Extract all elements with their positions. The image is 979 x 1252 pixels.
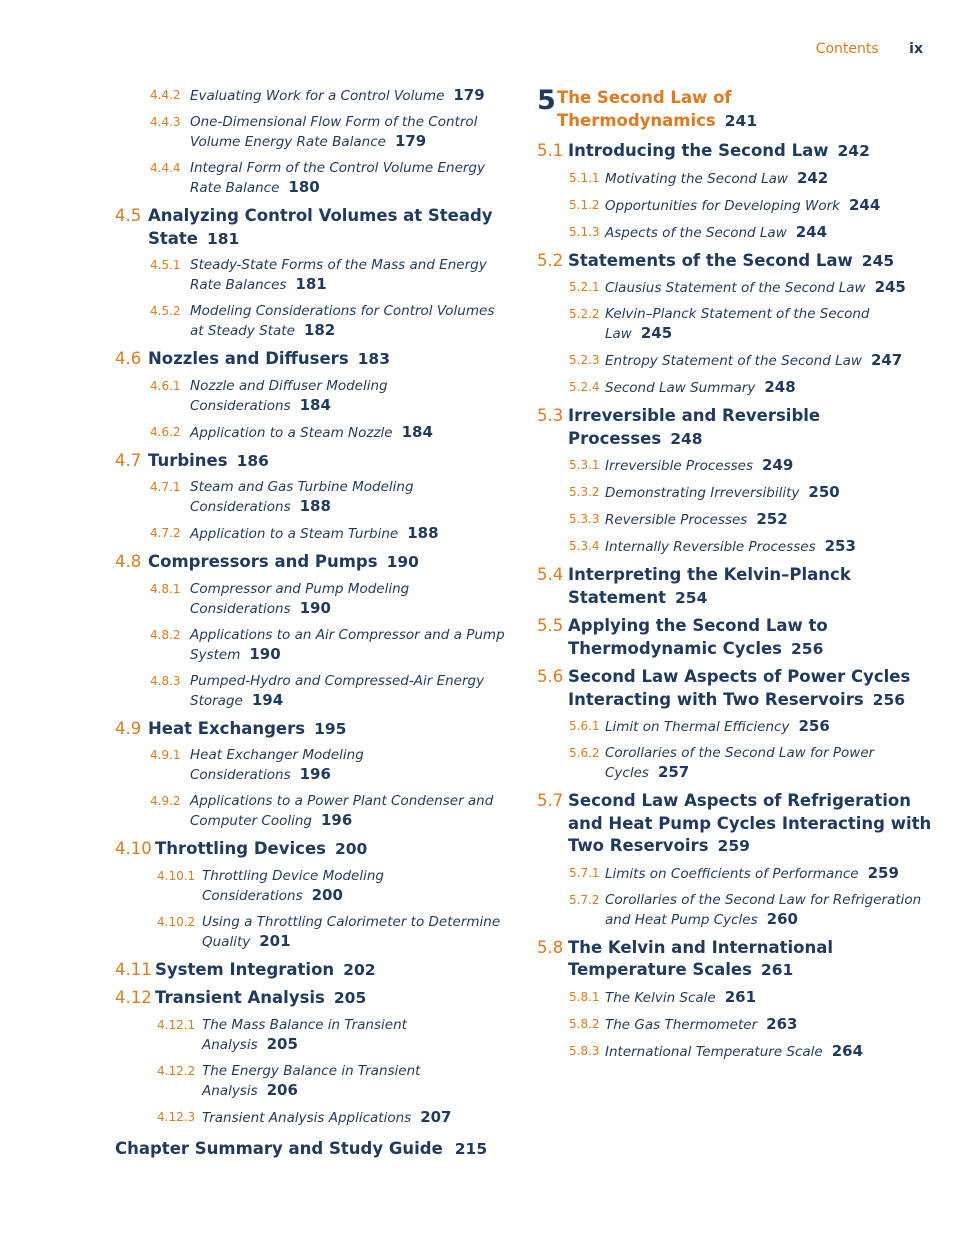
page-number: 200 — [311, 885, 343, 904]
page-number: 190 — [386, 553, 419, 571]
toc-subsection[interactable] — [537, 378, 932, 398]
running-header — [816, 41, 923, 57]
page-number: 196 — [299, 765, 331, 783]
subsection-number: 4.12.3 — [157, 1109, 196, 1124]
page-number: 249 — [762, 456, 794, 474]
page-number: 253 — [824, 537, 856, 555]
page-number: 180 — [288, 178, 320, 196]
page-number: 252 — [756, 510, 788, 528]
page-number: 181 — [206, 229, 240, 248]
subsection-title: Heat Exchanger Modeling Considerations — [190, 747, 364, 783]
section-number: 5.4 — [537, 565, 564, 584]
subsection-title: The Mass Balance in Transient Analysis — [202, 1016, 407, 1053]
subsection-title: The Gas Thermometer — [605, 1016, 758, 1033]
subsection-number: 5.1.3 — [569, 224, 600, 239]
toc-section[interactable] — [537, 666, 932, 711]
subsection-title: Applications to an Air Compressor and a Pump System — [190, 626, 505, 663]
page-number: 205 — [266, 1034, 298, 1053]
toc-section[interactable] — [537, 250, 932, 273]
toc-section[interactable] — [115, 551, 505, 574]
page-number: 182 — [303, 321, 336, 339]
page-number: 207 — [420, 1107, 452, 1126]
toc-subsection[interactable] — [115, 113, 505, 152]
subsection-number: 4.4.4 — [150, 161, 181, 175]
section-number: 4.12 — [115, 988, 152, 1007]
subsection-number: 4.6.1 — [150, 378, 181, 393]
subsection-title: Nozzle and Diffuser Modeling Considerations — [190, 377, 388, 414]
section-title: Statements of the Second Law — [568, 250, 853, 270]
chapter-page: 241 — [724, 112, 758, 130]
toc-section[interactable] — [537, 405, 932, 450]
subsection-title: Applications to a Power Plant Condenser and Computer Cooling — [190, 793, 494, 829]
page-number: 206 — [266, 1080, 298, 1099]
toc-subsection[interactable] — [115, 580, 505, 619]
subsection-number: 4.9.2 — [150, 794, 181, 808]
toc-subsection[interactable] — [115, 302, 505, 341]
toc-section[interactable] — [537, 615, 932, 660]
section-number: 5.8 — [537, 937, 564, 957]
subsection-title: Steam and Gas Turbine Modeling Considerations — [190, 479, 414, 515]
section-number: 5.7 — [537, 791, 564, 810]
chapter-title: The Second Law of Thermodynamics — [557, 88, 732, 130]
toc-subsection[interactable] — [537, 1042, 932, 1062]
page-number: 259 — [717, 837, 750, 855]
section-title: Analyzing Control Volumes at Steady State — [148, 206, 493, 248]
summary-title: Chapter Summary and Study Guide — [115, 1138, 443, 1158]
page-number: 245 — [861, 251, 895, 270]
section-title: Compressors and Pumps — [148, 552, 378, 571]
subsection-number: 5.8.2 — [569, 1016, 600, 1031]
subsection-title: Limit on Thermal Efficiency — [605, 719, 790, 735]
right-sections — [537, 140, 932, 1062]
subsection-number: 5.2.2 — [569, 307, 600, 321]
subsection-number: 4.5.2 — [150, 304, 181, 318]
toc-section[interactable] — [537, 937, 932, 982]
toc-subsection[interactable] — [537, 864, 932, 884]
toc-subsection[interactable] — [115, 746, 505, 785]
subsection-title: Compressor and Pump Modeling Considerations — [190, 580, 410, 617]
toc-subsection[interactable] — [537, 483, 932, 503]
toc-subsection[interactable] — [537, 278, 932, 298]
page-number: 200 — [334, 840, 368, 858]
toc-subsection[interactable] — [115, 159, 505, 198]
subsection-title: Evaluating Work for a Control Volume — [190, 88, 445, 104]
toc-subsection[interactable] — [115, 672, 505, 711]
right-column — [537, 86, 932, 1069]
subsection-number: 5.3.3 — [569, 512, 600, 526]
toc-subsection[interactable] — [115, 792, 505, 831]
subsection-number: 4.10.1 — [157, 868, 196, 883]
subsection-number: 5.6.2 — [569, 746, 600, 760]
page-number: 201 — [259, 931, 291, 950]
toc-section[interactable] — [537, 140, 932, 163]
toc-section[interactable] — [537, 564, 932, 609]
page-number: 263 — [766, 1014, 798, 1033]
subsection-number: 5.3.2 — [569, 485, 600, 499]
page-number: 196 — [320, 811, 353, 829]
subsection-title: Using a Throttling Calorimeter to Determine Quality — [202, 913, 501, 950]
toc-section[interactable] — [115, 987, 505, 1010]
subsection-title: Steady-State Forms of the Mass and Energy Rate Balances — [190, 257, 487, 293]
toc-section[interactable] — [115, 718, 505, 741]
toc-subsection[interactable] — [115, 86, 505, 106]
toc-subsection[interactable] — [537, 891, 932, 930]
page-number: 242 — [796, 168, 829, 187]
page-number: 244 — [795, 222, 828, 241]
subsection-number: 5.3.1 — [569, 458, 600, 472]
page-number: 256 — [872, 690, 906, 709]
section-number: 4.9 — [115, 718, 142, 738]
toc-subsection[interactable] — [115, 478, 505, 517]
page-number: 195 — [314, 719, 347, 738]
subsection-title: Integral Form of the Control Volume Energy Rate Balance — [190, 160, 485, 196]
subsection-number: 5.2.3 — [569, 353, 600, 367]
subsection-number: 5.7.1 — [569, 865, 600, 880]
subsection-title: Throttling Device Modeling Considerations — [202, 867, 384, 904]
page-number: 181 — [295, 275, 327, 293]
subsection-title: Second Law Summary — [605, 380, 756, 396]
chapter-number: 5 — [537, 85, 556, 116]
toc-subsection[interactable] — [537, 223, 932, 243]
section-number: 5.2 — [537, 250, 564, 270]
page-number: 244 — [848, 195, 881, 214]
section-title: Second Law Aspects of Power Cycles Interacting with Two Reservoirs — [568, 667, 911, 709]
section-title: System Integration — [155, 959, 335, 979]
subsection-title: Application to a Steam Nozzle — [190, 424, 393, 441]
summary-page: 215 — [454, 1139, 488, 1158]
page-number: 202 — [343, 960, 376, 979]
subsection-title: Corollaries of the Second Law for Refrigeration and Heat Pump Cycles — [605, 891, 922, 928]
toc-section[interactable] — [115, 959, 505, 982]
subsection-title: Corollaries of the Second Law for Power Cycles — [605, 745, 875, 781]
section-title: Irreversible and Reversible Processes — [568, 406, 821, 448]
section-number: 4.7 — [115, 450, 142, 470]
toc-subsection[interactable] — [115, 1108, 505, 1128]
toc-section[interactable] — [115, 205, 505, 250]
subsection-number: 5.8.1 — [569, 989, 600, 1004]
page-number: 248 — [670, 429, 703, 448]
toc-subsection[interactable] — [115, 1016, 505, 1055]
left-sections — [115, 205, 505, 1128]
toc-subsection[interactable] — [537, 1015, 932, 1035]
subsection-number: 4.7.2 — [150, 526, 181, 540]
section-title: Turbines — [148, 450, 228, 470]
left-top-subsections — [115, 86, 505, 198]
page-number: 261 — [724, 987, 757, 1006]
page-number: 257 — [657, 763, 690, 781]
page-number: 256 — [791, 639, 824, 658]
section-number: 4.6 — [115, 349, 142, 368]
subsection-title: One-Dimensional Flow Form of the Control Volume Energy Rate Balance — [190, 114, 478, 150]
subsection-number: 4.5.1 — [150, 258, 181, 272]
subsection-number: 4.6.2 — [150, 424, 181, 439]
toc-subsection[interactable] — [115, 867, 505, 906]
toc-subsection[interactable] — [115, 913, 505, 952]
chapter-summary-entry[interactable] — [115, 1138, 505, 1160]
page-number: 250 — [808, 483, 840, 501]
subsection-title: Entropy Statement of the Second Law — [605, 353, 862, 369]
toc-section[interactable] — [115, 838, 505, 861]
toc-subsection[interactable] — [537, 717, 932, 737]
subsection-title: Pumped-Hydro and Compressed-Air Energy Storage — [190, 672, 485, 709]
subsection-number: 4.8.1 — [150, 581, 181, 596]
subsection-number: 4.4.2 — [150, 88, 181, 102]
page-number: 179 — [394, 132, 427, 150]
page-number: 247 — [870, 351, 903, 369]
toc-subsection[interactable] — [537, 510, 932, 530]
page-number: 205 — [333, 989, 367, 1007]
section-number: 4.5 — [115, 206, 142, 225]
toc-subsection[interactable] — [537, 537, 932, 557]
page-number: 259 — [867, 863, 899, 882]
section-number: 4.11 — [115, 959, 152, 979]
section-number: 4.10 — [115, 839, 152, 858]
subsection-title: The Kelvin Scale — [605, 989, 716, 1006]
subsection-number: 4.8.2 — [150, 627, 181, 642]
toc-subsection[interactable] — [537, 196, 932, 216]
section-title: Introducing the Second Law — [568, 141, 829, 160]
subsection-number: 5.3.4 — [569, 539, 600, 553]
page-number: 194 — [251, 690, 284, 709]
page-number: 188 — [407, 524, 439, 542]
toc-subsection[interactable] — [537, 456, 932, 476]
chapter-heading[interactable] — [537, 86, 932, 132]
subsection-number: 4.4.3 — [150, 115, 181, 129]
subsection-number: 5.7.2 — [569, 892, 600, 907]
toc-subsection[interactable] — [115, 423, 505, 443]
section-number: 5.5 — [537, 616, 564, 635]
header-page-number: ix — [909, 41, 923, 57]
subsection-number: 4.7.1 — [150, 480, 181, 494]
page-number: 248 — [764, 378, 796, 396]
subsection-title: Opportunities for Developing Work — [605, 197, 840, 214]
subsection-title: The Energy Balance in Transient Analysis — [202, 1062, 421, 1099]
subsection-title: Application to a Steam Turbine — [190, 526, 399, 542]
subsection-number: 5.1.1 — [569, 170, 600, 185]
subsection-number: 4.12.1 — [157, 1017, 196, 1032]
page-number: 188 — [299, 497, 331, 515]
page-number: 183 — [357, 350, 390, 368]
section-number: 5.6 — [537, 667, 564, 686]
page-number: 260 — [766, 909, 798, 928]
section-title: The Kelvin and International Temperature Scales — [568, 937, 834, 979]
page-number: 264 — [831, 1041, 864, 1060]
page-number: 190 — [299, 598, 331, 617]
section-number: 5.3 — [537, 406, 564, 425]
header-title: Contents — [815, 41, 879, 57]
subsection-number: 5.8.3 — [569, 1043, 600, 1058]
section-title: Throttling Devices — [155, 839, 326, 858]
subsection-title: Internally Reversible Processes — [605, 539, 816, 555]
subsection-title: Reversible Processes — [605, 512, 748, 528]
toc-subsection[interactable] — [537, 744, 932, 783]
subsection-title: Kelvin–Planck Statement of the Second Law — [605, 306, 870, 342]
toc-subsection[interactable] — [115, 626, 505, 665]
toc-subsection[interactable] — [115, 524, 505, 544]
toc-subsection[interactable] — [537, 351, 932, 371]
page-number: 242 — [837, 142, 870, 160]
subsection-title: Demonstrating Irreversibility — [605, 485, 800, 501]
subsection-title: Transient Analysis Applications — [202, 1109, 412, 1126]
page-number: 245 — [874, 278, 906, 296]
section-title: Nozzles and Diffusers — [148, 349, 349, 368]
page-number: 190 — [249, 644, 281, 663]
subsection-number: 4.12.2 — [157, 1063, 196, 1078]
page-number: 184 — [299, 395, 331, 414]
toc-section[interactable] — [115, 450, 505, 473]
section-title: Transient Analysis — [155, 988, 325, 1007]
subsection-title: Limits on Coefficients of Performance — [605, 865, 859, 882]
section-title: Heat Exchangers — [148, 718, 306, 738]
subsection-number: 4.9.1 — [150, 748, 181, 762]
left-column — [115, 86, 505, 1160]
toc-section[interactable] — [115, 348, 505, 371]
subsection-title: International Temperature Scale — [605, 1043, 823, 1060]
section-number: 5.1 — [537, 141, 564, 160]
page-number: 184 — [401, 422, 433, 441]
subsection-title: Clausius Statement of the Second Law — [605, 280, 866, 296]
subsection-number: 5.6.1 — [569, 719, 600, 733]
page-number: 179 — [453, 86, 485, 104]
toc-subsection[interactable] — [537, 169, 932, 189]
subsection-title: Irreversible Processes — [605, 458, 754, 474]
page-number: 256 — [798, 717, 830, 735]
subsection-number: 4.8.3 — [150, 673, 181, 688]
subsection-number: 4.10.2 — [157, 914, 196, 929]
subsection-number: 5.2.1 — [569, 280, 600, 294]
subsection-number: 5.1.2 — [569, 197, 600, 212]
subsection-number: 5.2.4 — [569, 380, 600, 394]
subsection-title: Modeling Considerations for Control Volumes at Steady State — [190, 303, 495, 339]
section-title: Applying the Second Law to Thermodynamic Cycles — [568, 616, 828, 658]
subsection-title: Motivating the Second Law — [605, 170, 788, 187]
toc-subsection[interactable] — [115, 256, 505, 295]
toc-subsection[interactable] — [115, 377, 505, 416]
section-number: 4.8 — [115, 552, 142, 571]
toc-section[interactable] — [537, 790, 932, 858]
toc-subsection[interactable] — [537, 988, 932, 1008]
page-number: 254 — [675, 588, 708, 607]
toc-subsection[interactable] — [115, 1062, 505, 1101]
toc-subsection[interactable] — [537, 305, 932, 344]
section-title: Interpreting the Kelvin–Planck Statement — [568, 565, 851, 607]
page-number: 261 — [760, 961, 794, 979]
section-title: Second Law Aspects of Refrigeration and Heat Pump Cycles Interacting with Two Reservoirs — [568, 791, 932, 855]
page-number: 245 — [640, 324, 673, 342]
subsection-title: Aspects of the Second Law — [605, 224, 787, 241]
page-number: 186 — [236, 451, 269, 470]
